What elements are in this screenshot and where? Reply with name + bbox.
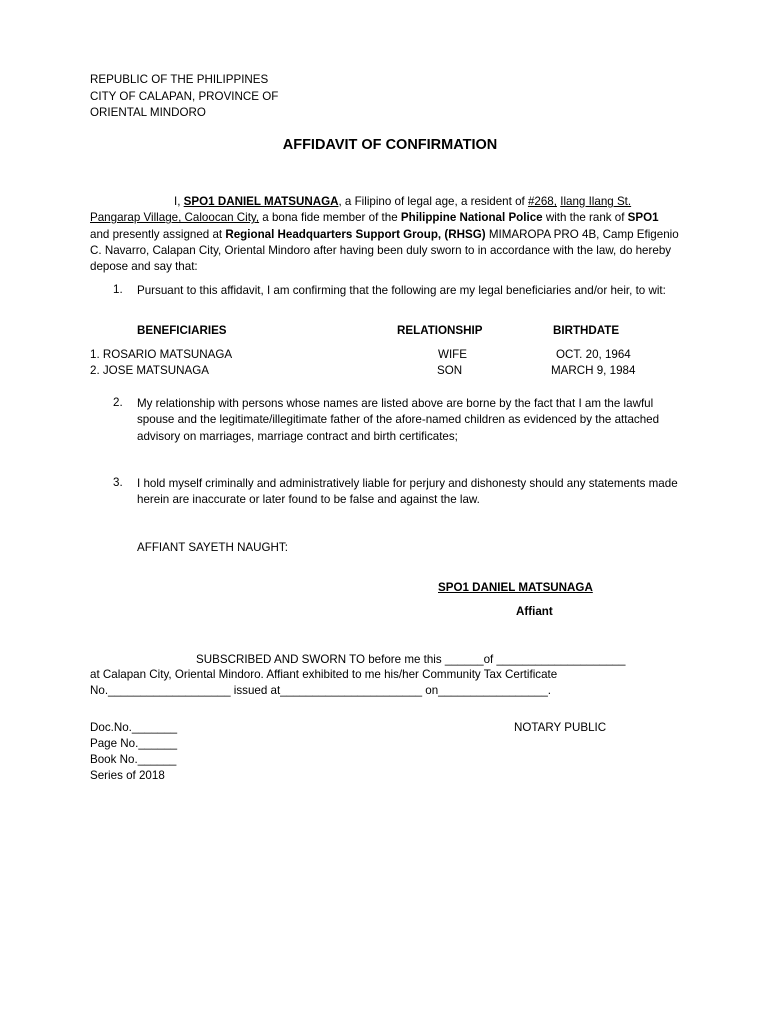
intro-mid4: and presently assigned at (90, 227, 226, 241)
intro-mid1: , a Filipino of legal age, a resident of (338, 195, 528, 208)
jurat-line-3: No.___________________ issued at______________________ on_________________. (90, 684, 551, 697)
intro-paragraph (90, 194, 680, 275)
item-text: I hold myself criminally and administratively liable for perjury and dishonesty should any statements made herein are inaccurate or later found to be false and against the law. (137, 477, 678, 507)
header-republic: REPUBLIC OF THE PHILIPPINES (90, 73, 269, 86)
table-cell-name: 2. JOSE MATSUNAGA (90, 364, 209, 377)
book-number: Book No.______ (90, 753, 177, 766)
col-header-relationship: RELATIONSHIP (397, 324, 483, 337)
assigned-unit: Regional Headquarters Support Group, (RHSG) (225, 227, 486, 241)
table-cell-relationship: SON (437, 364, 463, 377)
address-line1: #268, (527, 195, 557, 208)
table-cell-name: 1. ROSARIO MATSUNAGA (90, 348, 233, 361)
affiant-sayeth-naught: AFFIANT SAYETH NAUGHT: (137, 541, 288, 554)
intro-post: MIMAROPA PRO 4B, Camp Efigenio C. Navarro, Calapan City, Oriental Mindoro after having been duly sworn to in accordance with the law, do hereby depose and say that: (90, 227, 679, 274)
jurat-line-2: at Calapan City, Oriental Mindoro. Affiant exhibited to me his/her Community Tax Certificate (90, 668, 558, 681)
intro-pre: I, (174, 195, 184, 208)
table-cell-birthdate: OCT. 20, 1964 (556, 348, 631, 361)
doc-number: Doc.No._______ (90, 721, 178, 734)
affiant-name: SPO1 DANIEL MATSUNAGA (183, 195, 339, 208)
intro-mid3: with the rank of (542, 211, 628, 225)
signature-role: Affiant (516, 605, 553, 618)
rank: SPO1 (627, 211, 659, 225)
intro-mid2: a bona fide member of the (259, 211, 401, 225)
item-number: 2. (113, 396, 123, 409)
signature-name: SPO1 DANIEL MATSUNAGA (438, 581, 593, 594)
address-line2: Ilang Ilang St. Pangarap Village, Caloocan City, (90, 195, 632, 225)
jurat-line-1: SUBSCRIBED AND SWORN TO before me this ______of ____________________ (196, 653, 626, 666)
notary-public-label: NOTARY PUBLIC (514, 721, 607, 734)
page-number: Page No.______ (90, 737, 178, 750)
item-text: Pursuant to this affidavit, I am confirming that the following are my legal beneficiaries and/or heir, to wit: (137, 284, 666, 297)
document-title: AFFIDAVIT OF CONFIRMATION (282, 137, 498, 153)
col-header-beneficiaries: BENEFICIARIES (137, 324, 227, 337)
header-city: CITY OF CALAPAN, PROVINCE OF (90, 90, 279, 103)
table-cell-relationship: WIFE (438, 348, 467, 361)
item-number: 3. (113, 476, 123, 489)
item-number: 1. (113, 283, 123, 296)
header-province: ORIENTAL MINDORO (90, 106, 206, 119)
col-header-birthdate: BIRTHDATE (553, 324, 620, 337)
table-cell-birthdate: MARCH 9, 1984 (551, 364, 636, 377)
organization: Philippine National Police (400, 211, 543, 225)
series-year: Series of 2018 (90, 769, 165, 782)
item-text: My relationship with persons whose names are listed above are borne by the fact that I am the lawful spouse and the legitimate/illegitimate father of the afore-named children as evidenced by the attached advisory on marriages, marriage contract and birth certificates; (137, 397, 660, 443)
